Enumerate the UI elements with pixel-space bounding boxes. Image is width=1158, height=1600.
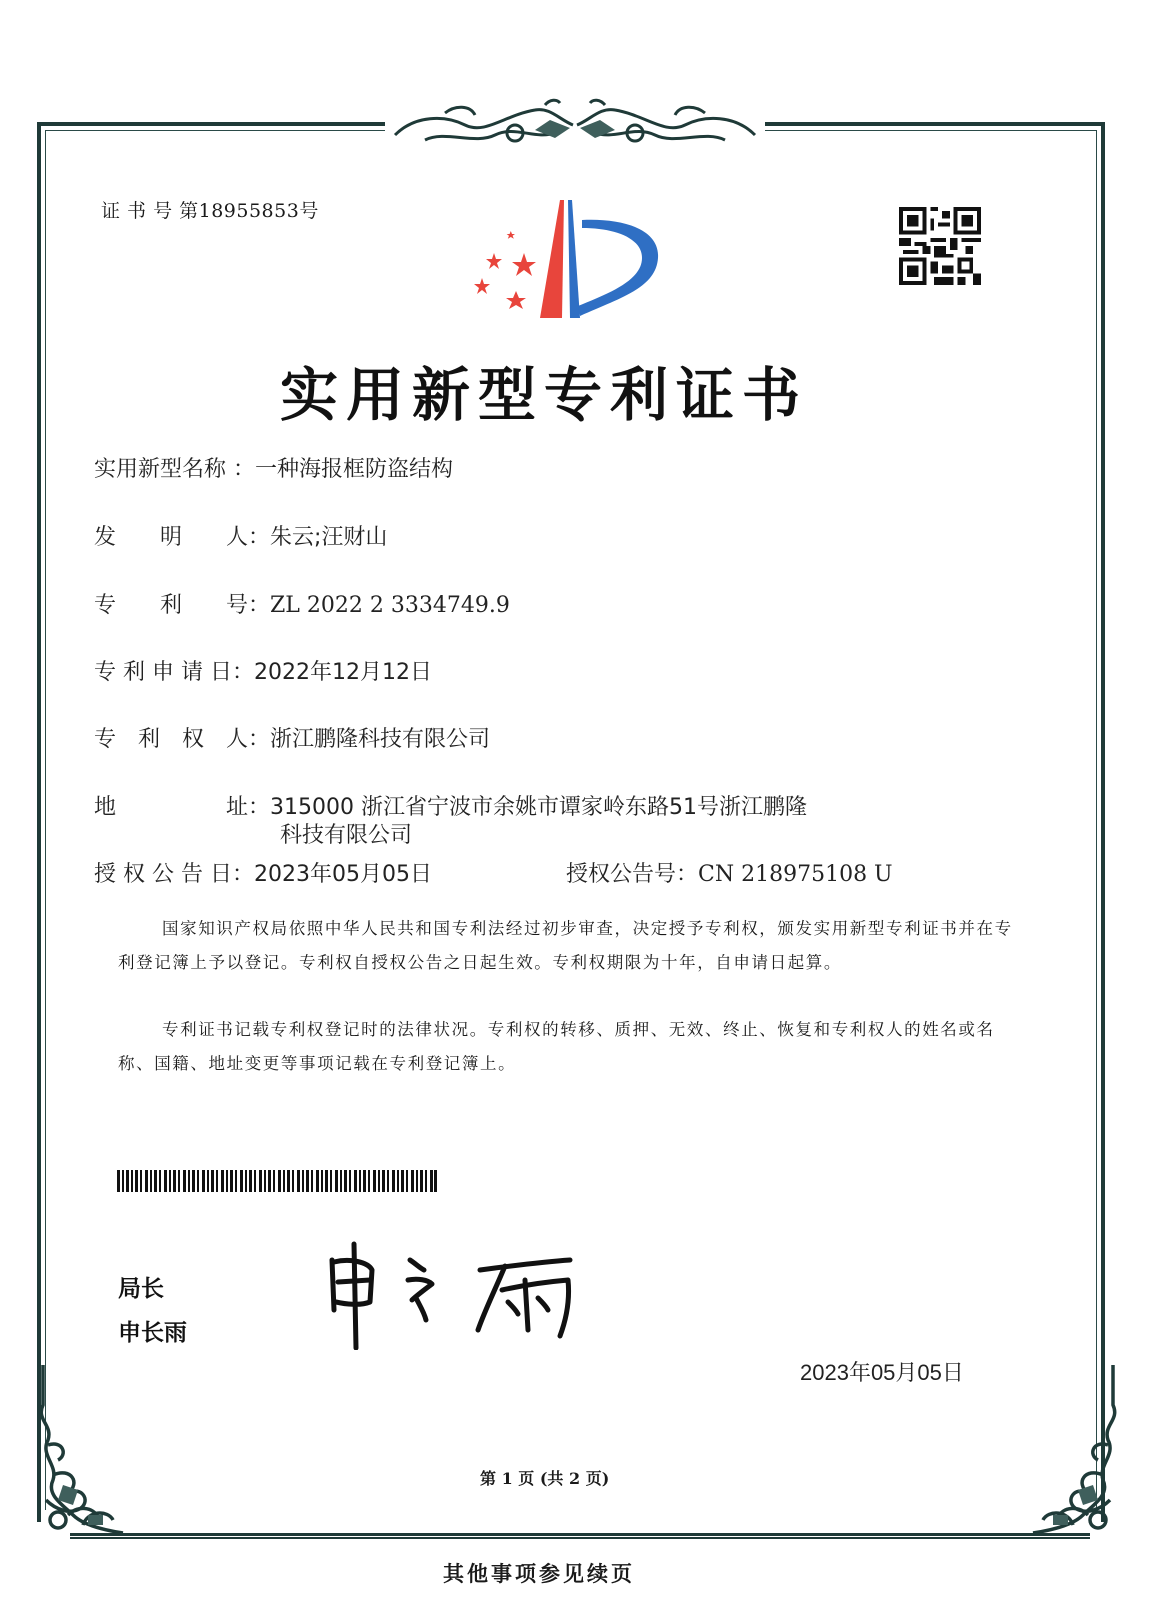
bottom-right-corner-ornament-icon: [1018, 1365, 1128, 1545]
field-utility-model-name: [94, 452, 453, 483]
field-address: [94, 790, 807, 821]
certificate-title: 实用新型专利证书: [280, 361, 809, 429]
top-dragon-ornament-icon: [385, 95, 765, 155]
cnipa-logo-icon: [470, 198, 670, 323]
field-value: 315000 浙江省宁波市余姚市谭家岭东路51号浙江鹏隆: [270, 795, 807, 820]
bottom-left-corner-ornament-icon: [28, 1365, 138, 1545]
certificate-frame-bottom: [70, 1533, 1090, 1539]
field-label: 授权公告号：: [566, 862, 699, 887]
handwritten-signature: [320, 1240, 590, 1354]
signatory-title: 局长: [118, 1276, 164, 1302]
field-label: 专 利 号：: [94, 593, 271, 618]
field-label: 发 明 人：: [94, 525, 271, 550]
field-inventors: [94, 520, 387, 551]
field-patentee: [94, 722, 490, 753]
legal-paragraph-1: 国家知识产权局依照中华人民共和国专利法经过初步审查，决定授予专利权，颁发实用新型专利证书并在专利登记簿上予以登记。专利权自授权公告之日起生效。专利权期限为十年，自申请日起算。: [118, 919, 1013, 972]
field-value: CN 218975108 U: [698, 862, 893, 887]
field-label: 专 利 权 人：: [94, 727, 271, 752]
certificate-number: 证 书 号 第18955853号: [101, 200, 319, 222]
field-label: 授 权 公 告 日：: [94, 862, 254, 887]
field-announcement-number: [566, 857, 893, 888]
field-value: 一种海报框防盗结构: [255, 457, 454, 482]
field-value: 朱云;汪财山: [270, 525, 388, 550]
field-value: ZL 2022 2 3334749.9: [270, 593, 510, 618]
page-indicator: 第 1 页 (共 2 页): [480, 1469, 610, 1488]
legal-paragraph-2: 专利证书记载专利权登记时的法律状况。专利权的转移、质押、无效、终止、恢复和专利权人的姓名或名称、国籍、地址变更等事项记载在专利登记簿上。: [118, 1020, 995, 1073]
barcode-icon: [117, 1170, 437, 1192]
field-value: 2022年12月12日: [253, 660, 432, 685]
field-grant-date: [94, 857, 432, 888]
field-label: 地 址：: [94, 795, 271, 820]
field-value: 浙江鹏隆科技有限公司: [270, 727, 491, 752]
qr-code-icon[interactable]: [898, 207, 982, 285]
field-address-line2: 科技有限公司: [280, 823, 413, 848]
field-value: 2023年05月05日: [253, 862, 432, 887]
field-patent-number: [94, 588, 510, 619]
signatory-name: 申长雨: [118, 1320, 187, 1346]
field-label: 实用新型名称 ：: [94, 457, 255, 482]
field-label: 专 利 申 请 日：: [94, 660, 254, 685]
field-application-date: [94, 655, 432, 686]
continued-note: 其他事项参见续页: [443, 1561, 635, 1586]
issue-date: 2023年05月05日: [800, 1360, 964, 1385]
